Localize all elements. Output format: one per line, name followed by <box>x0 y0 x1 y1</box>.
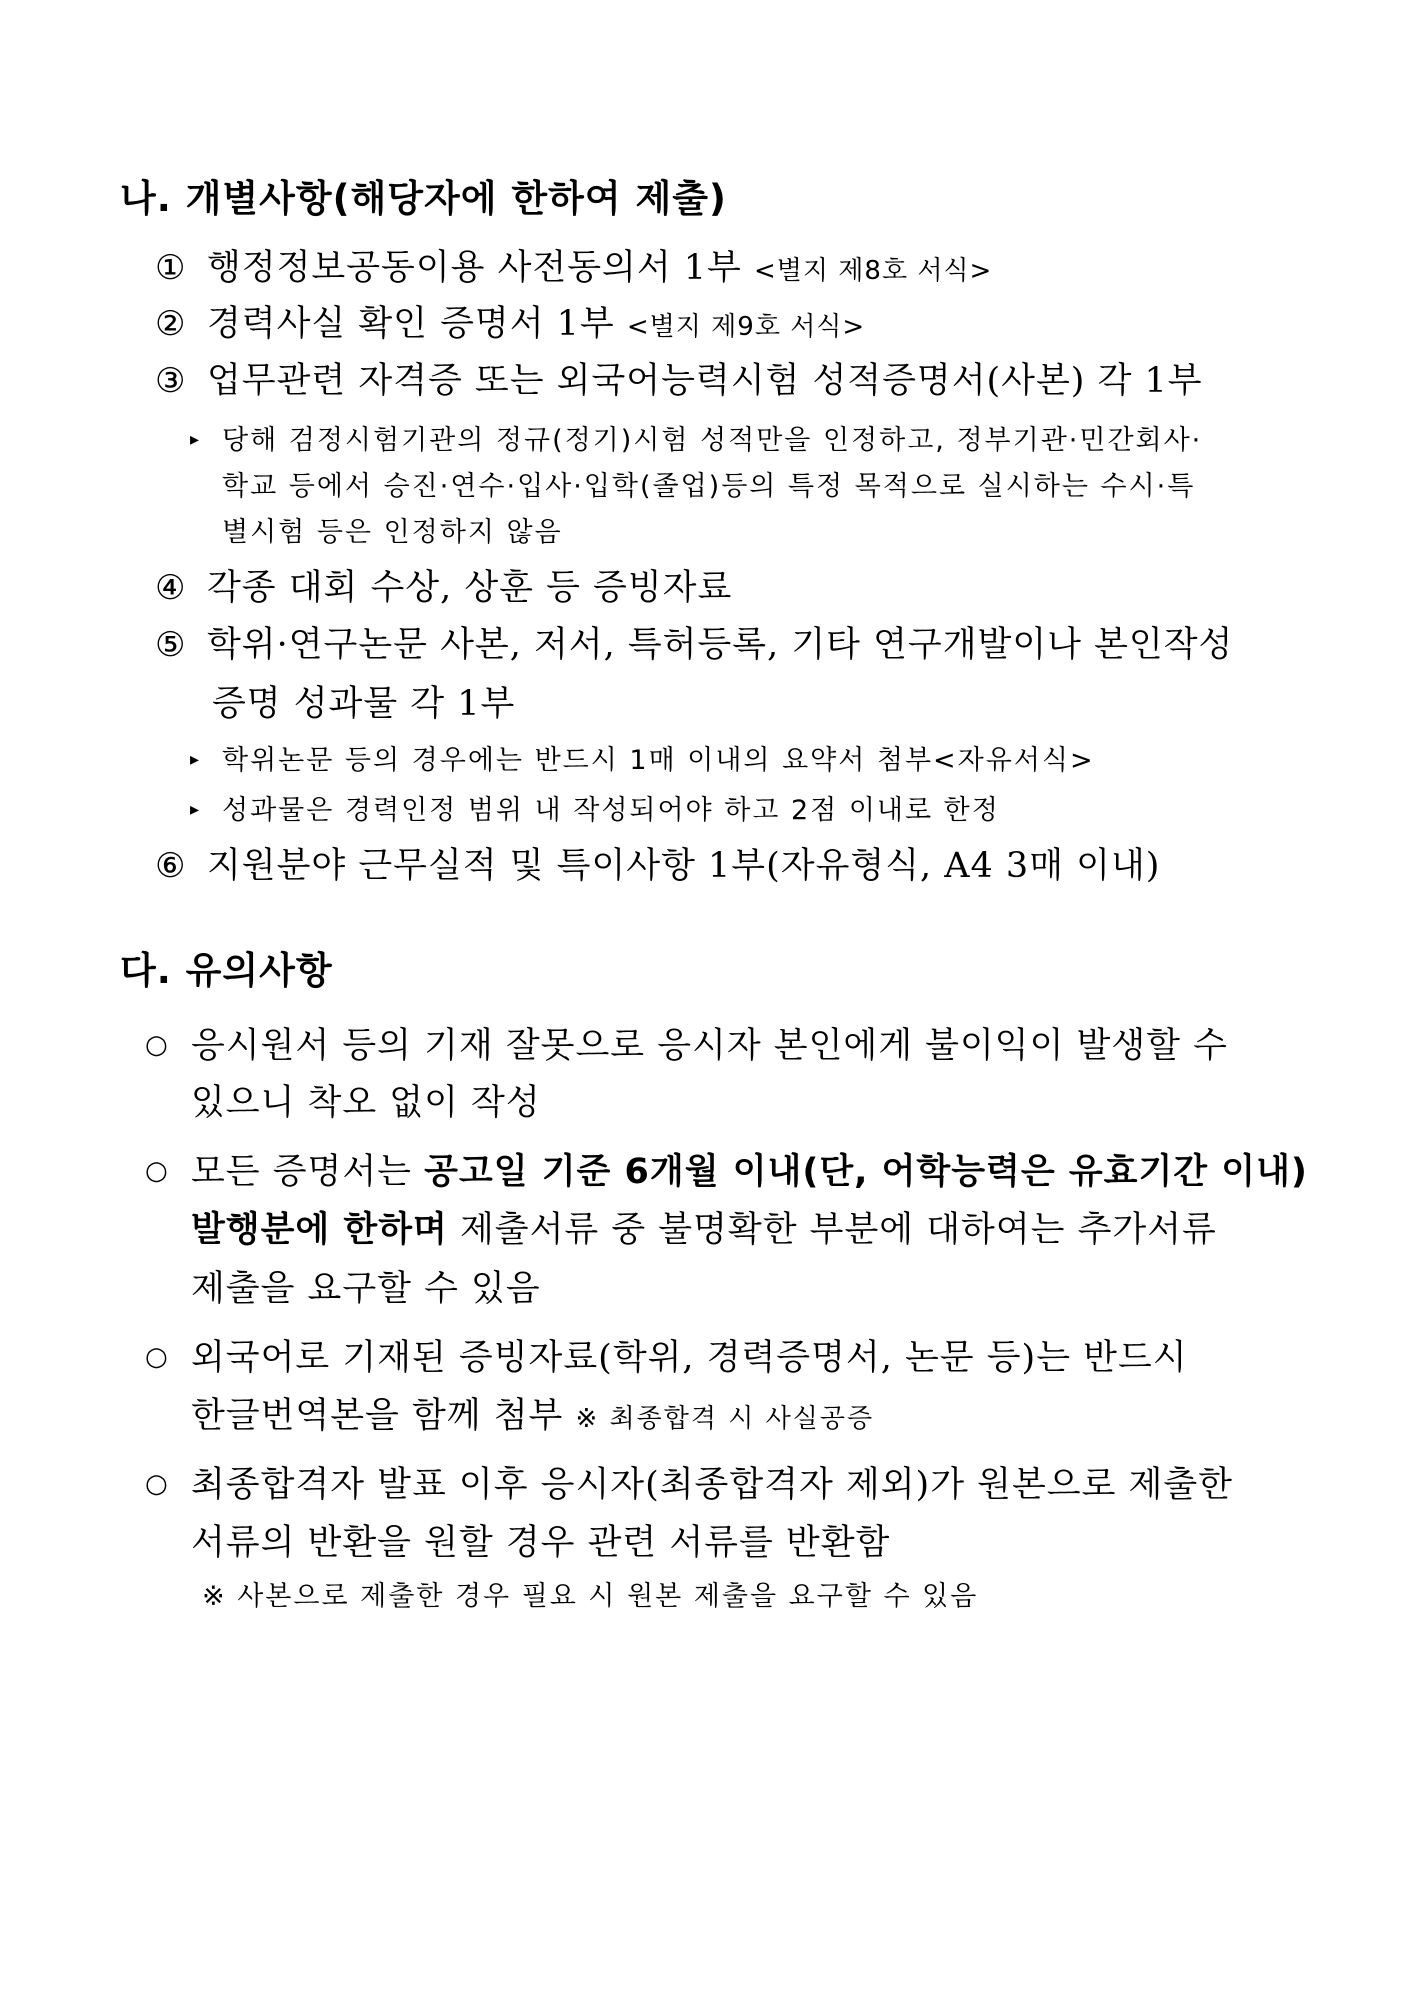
circle-bullet-icon: ○ <box>145 1469 169 1499</box>
item-text: 행정정보공동이용 사전동의서 1부 <box>207 248 754 288</box>
item-number: ① <box>155 248 187 288</box>
item-5 <box>155 617 1233 667</box>
form-reference: <별지 제9호 서식> <box>626 312 866 342</box>
notice-line: 제출을 요구할 수 있음 <box>191 1269 541 1309</box>
item-5-continuation: 증명 성과물 각 1부 <box>212 684 516 724</box>
item-text: 지원분야 근무실적 및 특이사항 1부(자유형식, A4 3매 이내) <box>207 846 1161 886</box>
notice-1 <box>145 1018 1228 1068</box>
item-5-note <box>190 738 1095 777</box>
notice-line: 외국어로 기재된 증빙자료(학위, 경력증명서, 논문 등)는 반드시 <box>191 1338 1188 1378</box>
notice-emphasis: 발행분에 한하며 <box>191 1210 448 1250</box>
notice-2-line2 <box>191 1202 1217 1252</box>
item-3-note <box>190 418 1202 457</box>
note-line: 학교 등에서 승진·연수·입사·입학(졸업)등의 특정 목적으로 실시하는 수시·특 <box>222 471 1196 502</box>
notice-text: 모든 증명서는 <box>191 1152 425 1192</box>
circle-bullet-icon: ○ <box>145 1156 169 1186</box>
notice-2 <box>145 1144 1308 1194</box>
notice-3 <box>145 1330 1188 1380</box>
item-number: ⑥ <box>155 846 187 886</box>
notice-3-line2 <box>191 1388 874 1438</box>
item-1 <box>155 240 992 290</box>
notice-text: 제출서류 중 불명확한 부분에 대하여는 추가서류 <box>447 1210 1217 1250</box>
item-2 <box>155 296 865 346</box>
item-text: 업무관련 자격증 또는 외국어능력시험 성적증명서(사본) 각 1부 <box>207 361 1203 401</box>
item-5-note <box>190 788 1000 827</box>
note-line: 성과물은 경력인정 범위 내 작성되어야 하고 2점 이내로 한정 <box>222 795 1000 826</box>
reference-note: ※ 최종합격 시 사실공증 <box>575 1404 875 1434</box>
circle-bullet-icon: ○ <box>145 1030 169 1060</box>
section-title-na: 나. 개별사항(해당자에 한하여 제출) <box>120 177 727 220</box>
triangle-bullet-icon: ▸ <box>190 799 202 820</box>
triangle-bullet-icon: ▸ <box>190 749 202 770</box>
item-number: ② <box>155 304 187 344</box>
item-number: ④ <box>155 568 187 608</box>
notice-4 <box>145 1457 1233 1507</box>
item-text: 경력사실 확인 증명서 1부 <box>207 304 627 344</box>
item-text: 각종 대회 수상, 상훈 등 증빙자료 <box>207 568 733 608</box>
notice-line: 응시원서 등의 기재 잘못으로 응시자 본인에게 불이익이 발생할 수 <box>191 1026 1228 1066</box>
form-reference: <별지 제8호 서식> <box>754 256 993 286</box>
triangle-bullet-icon: ▸ <box>190 429 202 450</box>
note-line: 학위논문 등의 경우에는 반드시 1매 이내의 요약서 첨부<자유서식> <box>222 745 1095 776</box>
item-text: 학위·연구논문 사본, 저서, 특허등록, 기타 연구개발이나 본인작성 <box>207 625 1234 665</box>
note-line: 별시험 등은 인정하지 않음 <box>222 517 563 548</box>
item-number: ③ <box>155 361 187 401</box>
notice-line: 있으니 착오 없이 작성 <box>191 1083 541 1123</box>
item-4 <box>155 560 732 610</box>
item-number: ⑤ <box>155 625 187 665</box>
section-title-da: 다. 유의사항 <box>120 949 333 992</box>
notice-line: 최종합격자 발표 이후 응시자(최종합격자 제외)가 원본으로 제출한 <box>191 1465 1233 1505</box>
notice-emphasis: 공고일 기준 6개월 이내(단, 어학능력은 유효기간 이내) <box>424 1152 1308 1192</box>
notice-line: 한글번역본을 함께 첨부 <box>191 1396 576 1436</box>
reference-note: ※ 사본으로 제출한 경우 필요 시 원본 제출을 요구할 수 있음 <box>202 1581 979 1612</box>
notice-line: 서류의 반환을 원할 경우 관련 서류를 반환함 <box>191 1523 891 1563</box>
item-6 <box>155 838 1160 888</box>
circle-bullet-icon: ○ <box>145 1342 169 1372</box>
note-line: 당해 검정시험기관의 정규(정기)시험 성적만을 인정하고, 정부기관·민간회사· <box>222 425 1203 456</box>
item-3 <box>155 353 1203 403</box>
